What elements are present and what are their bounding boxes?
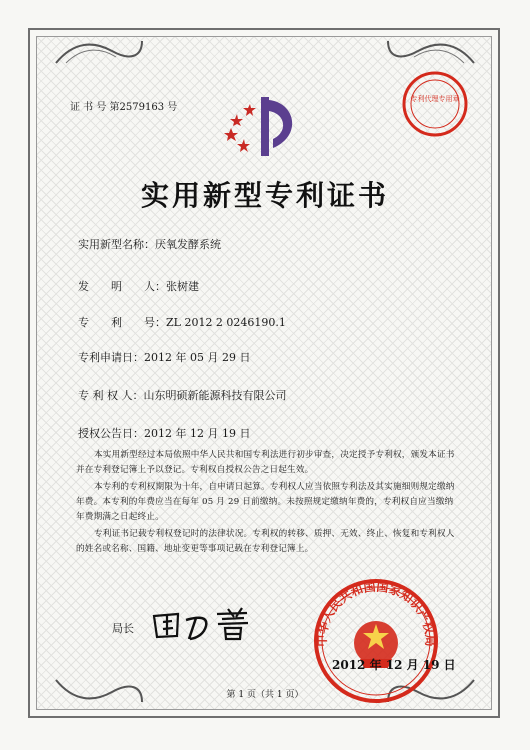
field-label: 发 明 人： [78,280,166,293]
field-label: 专利申请日： [78,351,144,364]
field-grant-date [78,425,250,441]
field-label: 专 利 权 人： [78,389,144,402]
certificate-title: 实用新型专利证书 [140,179,389,212]
stamp-top-right [401,70,469,138]
cnipa-logo-icon [222,89,304,159]
page-footer: 第 1 页（共 1 页） [226,690,304,700]
seal-date: 2012 年 12 月 19 日 [332,658,456,672]
stamp-text: 专利代理专用章 [410,96,460,103]
field-inventor [78,278,199,294]
certificate-number: 证 书 号 第2579163 号 [70,102,178,113]
corner-ornament-icon [54,39,144,67]
director-label: 局长 [112,622,134,635]
field-value: 张树建 [166,280,199,293]
field-value: ZL 2012 2 0246190.1 [166,316,286,329]
field-label: 实用新型名称： [78,238,155,251]
field-value: 2012 年 05 月 29 日 [144,351,251,364]
paragraph-2: 本专利的专利权期限为十年，自申请日起算。专利权人应当依照专利法及其实施细则规定缴纳年费。本专利的年费应当在每年 05 月 29 日前缴纳。未按照规定缴纳年费的，专利权自应当缴纳年费期满之日起终止。 [76,482,455,522]
corner-ornament-icon [386,39,476,67]
svg-text:中华人民共和国国家知识产权局: 中华人民共和国国家知识产权局 [314,579,438,647]
field-label: 专 利 号： [78,316,166,329]
signature-icon [148,604,258,644]
paragraph-1: 本实用新型经过本局依照中华人民共和国专利法进行初步审查，决定授予专利权，颁发本证书并在专利登记簿上予以登记。专利权自授权公告之日起生效。 [76,450,455,475]
paragraph-3: 专利证书记载专利权登记时的法律状况。专利权的转移、质押、无效、终止、恢复和专利权人的姓名或名称、国籍、地址变更等事项记载在专利登记簿上。 [76,529,455,554]
field-value: 厌氧发酵系统 [155,238,221,251]
field-application-date [78,349,250,365]
field-patentee [78,387,287,403]
field-utility-name [78,236,221,252]
field-label: 授权公告日： [78,427,144,440]
field-value: 2012 年 12 月 19 日 [144,427,251,440]
field-value: 山东明硕新能源科技有限公司 [143,389,287,402]
field-patent-number [78,314,286,330]
